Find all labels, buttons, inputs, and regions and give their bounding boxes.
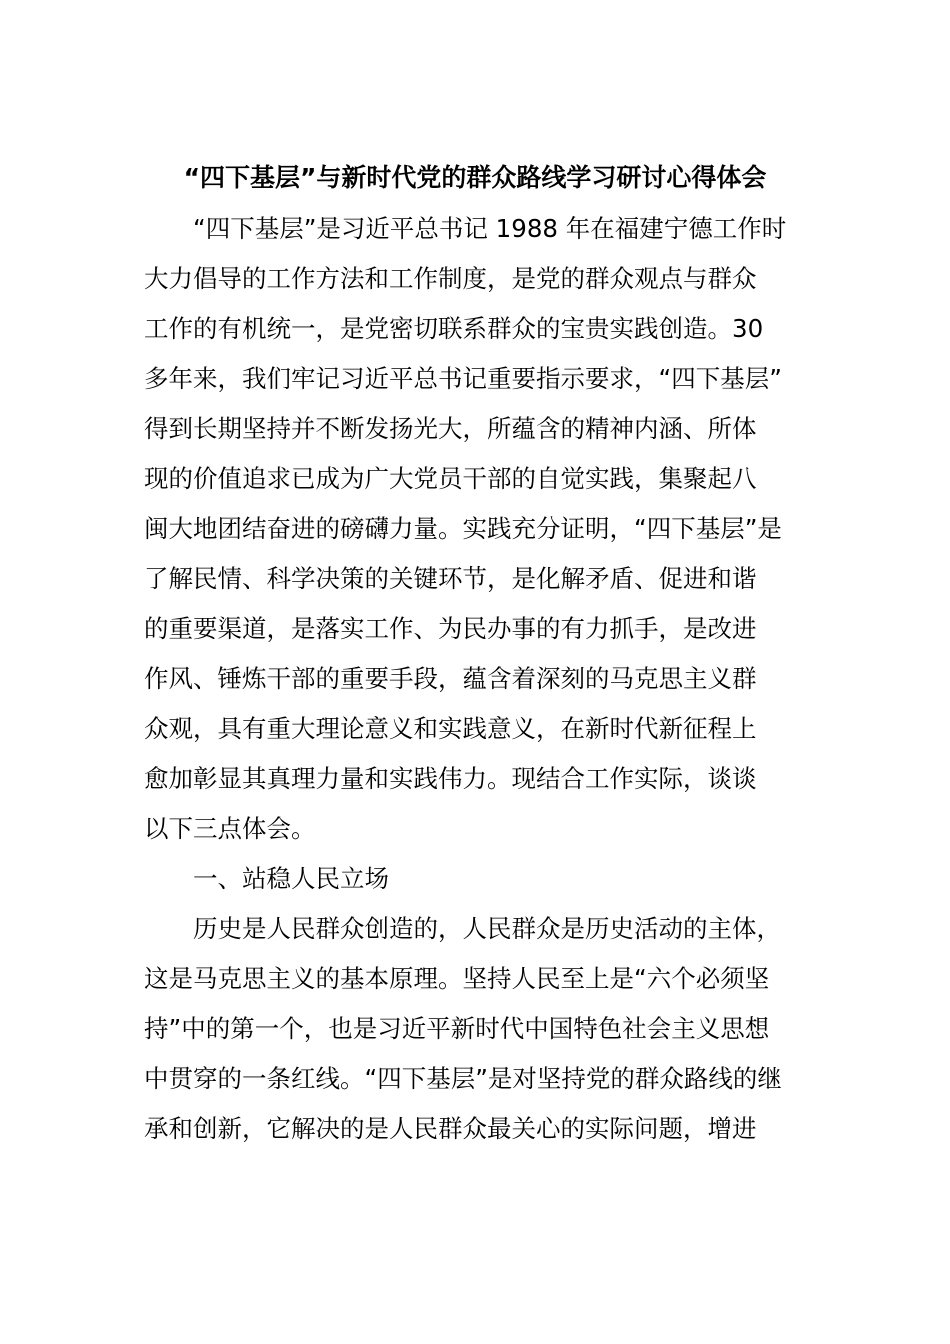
body-line: 众观，具有重大理论意义和实践意义，在新时代新征程上 — [144, 714, 757, 743]
body-line: 闽大地团结奋进的磅礴力量。实践充分证明，“四下基层”是 — [144, 514, 782, 543]
document-title: “四下基层”与新时代党的群众路线学习研讨心得体会 — [183, 163, 767, 192]
section-heading: 一、站稳人民立场 — [144, 864, 389, 893]
body-line: 了解民情、科学决策的关键环节，是化解矛盾、促进和谐 — [144, 564, 757, 593]
body-line: 历史是人民群众创造的，人民群众是历史活动的主体， — [144, 914, 781, 943]
body-line: 中贯穿的一条红线。“四下基层”是对坚持党的群众路线的继 — [144, 1064, 782, 1093]
body-line: 作风、锤炼干部的重要手段，蕴含着深刻的马克思主义群 — [144, 664, 757, 693]
body-line: 的重要渠道，是落实工作、为民办事的有力抓手，是改进 — [144, 614, 757, 643]
body-line: 这是马克思主义的基本原理。坚持人民至上是“六个必须坚 — [144, 964, 770, 993]
body-line: 大力倡导的工作方法和工作制度，是党的群众观点与群众 — [144, 264, 757, 293]
body-line: “四下基层”是习近平总书记 1988 年在福建宁德工作时 — [144, 214, 787, 243]
body-line: 以下三点体会。 — [144, 814, 316, 843]
body-line: 工作的有机统一，是党密切联系群众的宝贵实践创造。30 — [144, 314, 764, 343]
body-line: 持”中的第一个，也是习近平新时代中国特色社会主义思想 — [144, 1014, 770, 1043]
body-line: 多年来，我们牢记习近平总书记重要指示要求，“四下基层” — [144, 364, 782, 393]
document-body — [144, 204, 806, 1154]
body-line: 愈加彰显其真理力量和实践伟力。现结合工作实际，谈谈 — [144, 764, 757, 793]
body-line: 得到长期坚持并不断发扬光大，所蕴含的精神内涵、所体 — [144, 414, 757, 443]
body-line: 承和创新，它解决的是人民群众最关心的实际问题，增进 — [144, 1114, 757, 1143]
body-line: 现的价值追求已成为广大党员干部的自觉实践，集聚起八 — [144, 464, 757, 493]
